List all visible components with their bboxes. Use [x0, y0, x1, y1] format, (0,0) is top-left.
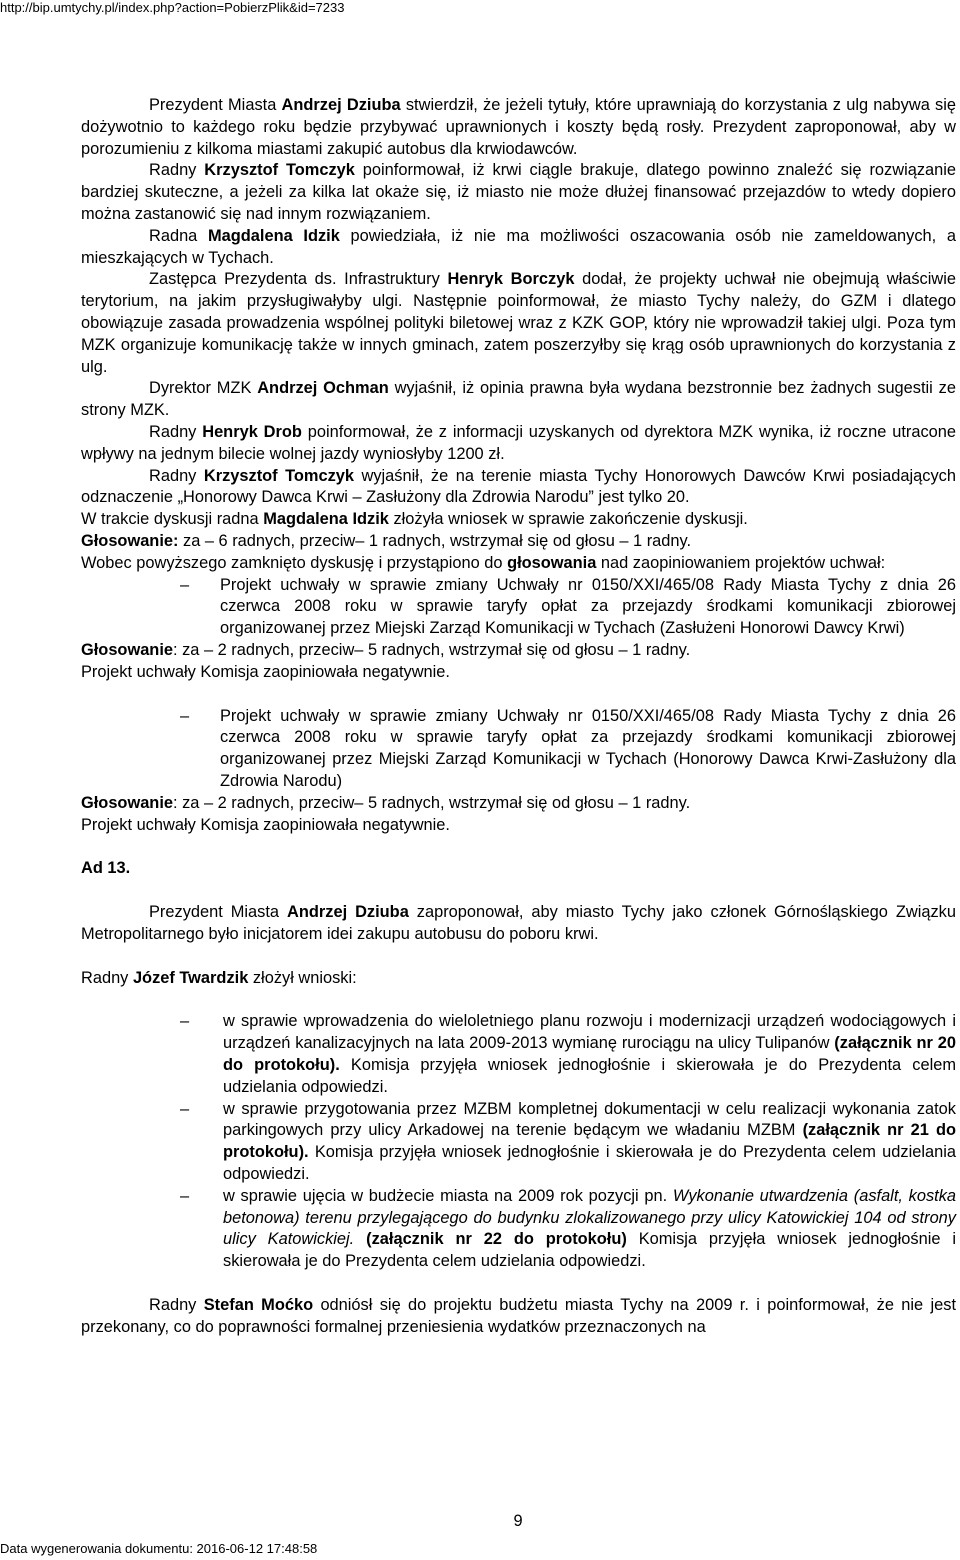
person-name: Andrzej Dziuba — [287, 903, 409, 922]
paragraph-idzik-1: Radna Magdalena Idzik powiedziała, iż nie ma możliwości oszacowania osób nie zameldowanych, a mieszkających w Tychach. — [81, 226, 956, 267]
person-name: Andrzej Ochman — [257, 379, 389, 398]
paragraph-mocko: Radny Stefan Moćko odniósł się do projektu budżetu miasta Tychy na 2009 r. i poinformował, że nie jest przekonany, co do poprawności formalnej przeniesienia wydatków przeznaczonych na — [81, 1296, 957, 1336]
paragraph-ochman: Dyrektor MZK Andrzej Ochman wyjaśnił, iż opinia prawna była wydana bezstronnie bez żadnych sugestii ze strony MZK. — [81, 379, 956, 420]
person-name: Magdalena Idzik — [263, 510, 389, 529]
person-name: Krzysztof Tomczyk — [204, 161, 355, 180]
resolution-item-1: – Projekt uchwały w sprawie zmiany Uchwały nr 0150/XXI/465/08 Rady Miasta Tychy z dnia 26 czerwca 2008 roku w sprawie taryfy opłat za przejazdy środkami komunikacji zbiorowej organizowanej przez Miejski Zarząd Komunikacji w Tychach (Zasłużeni Honorowi Dawcy Krwi) — [180, 575, 956, 638]
person-name: Andrzej Dziuba — [281, 96, 401, 114]
paragraph-tomczyk-2: Radny Krzysztof Tomczyk wyjaśnił, że na terenie miasta Tychy Honorowych Dawców Krwi posiadających odznaczenie „Honorowy Dawca Krwi – Zasłużony dla Zdrowia Narodu” jest tylko 20. — [81, 466, 956, 507]
motion-item-1: – w sprawie wprowadzenia do wieloletniego planu rozwoju i modernizacji urządzeń wodociągowych i urządzeń kanalizacyjnych na lata 2009-2013 wymianę rurociągu na ulicy Tulipanów (załącznik nr 20 do protokołu). Komisja przyjęła wniosek jednogłośnie i skierowała je do Prezydenta celem udzielania odpowiedzi. — [180, 1012, 956, 1096]
vote-line-2: Głosowanie: za – 2 radnych, przeciw– 5 radnych, wstrzymał się od głosu – 1 radny. — [81, 640, 691, 659]
document-body — [81, 95, 956, 1339]
generation-date-footer: Data wygenerowania dokumentu: 2016-06-12 17:48:58 — [0, 1541, 318, 1556]
paragraph-tomczyk-1: Radny Krzysztof Tomczyk poinformował, iż krwi ciągle brakuje, dlatego powinno znaleźć się rozwiązanie bardziej skuteczne, a jeżeli za kilka lat okaże się, iż miasto nie może dłużej finansować przejazdów to wtedy dopiero można zastanowić się nad innym rozwiązaniem. — [81, 161, 957, 223]
paragraph-drob: Radny Henryk Drob poinformował, że z informacji uzyskanych od dyrektora MZK wynika, iż roczne utracone wpływy na jednym bilecie wolnej jazdy wyniosłyby 1200 zł. — [81, 422, 956, 463]
paragraph-dziuba-1: Prezydent Miasta Andrzej Dziuba stwierdził, że jeżeli tytuły, które uprawniają do korzystania z ulg nabywa się dożywotnio to każdego roku będzie przybywać uprawnionych i koszty będą rosły. Prezydent zaproponował, aby w porozumieniu z kilkoma miastami zakupić autobus dla krwiodawców. — [81, 96, 956, 158]
motion-item-3: – w sprawie ujęcia w budżecie miasta na 2009 rok pozycji pn. Wykonanie utwardzenia (asfalt, kostka betonowa) terenu przylegającego do budynku zlokalizowanego przy ulicy Katowickiej 104 od strony ulicy Katowickiej. (załącznik nr 22 do protokołu) Komisja przyjęła wniosek jednogłośnie i skierowała je do Prezydenta celem udzielania odpowiedzi. — [180, 1186, 957, 1271]
resolution-item-2: – Projekt uchwały w sprawie zmiany Uchwały nr 0150/XXI/465/08 Rady Miasta Tychy z dnia 26 czerwca 2008 roku w sprawie taryfy opłat za przejazdy środkami komunikacji zbiorowej organizowanej przez Miejski Zarząd Komunikacji w Tychach (Honorowy Dawca Krwi-Zasłużony dla Zdrowia Narodu) — [180, 706, 956, 790]
paragraph-twardzik: Radny Józef Twardzik złożył wnioski: — [81, 968, 357, 987]
dash-bullet: – — [180, 1186, 190, 1205]
person-name: Krzysztof Tomczyk — [203, 466, 355, 485]
paragraph-borczyk: Zastępca Prezydenta ds. Infrastruktury Henryk Borczyk dodał, że projekty uchwał nie obejmują właściwie terytorium, na jakim przysługiwałyby ulgi. Następnie poinformował, że miasto Tychy należy, do GZM i dlatego obowiązuje zasada prowadzenia wspólnej polityki biletowej wraz z KZK GOP, który nie wprowadził takiej ulgi. Poza tym MZK organizuje komunikację także w innych gminach, zatem poszerzyłby się krąg osób uprawnionych do korzystania z ulg. — [81, 270, 956, 376]
person-name: Stefan Moćko — [203, 1296, 314, 1315]
paragraph-dziuba-2: Prezydent Miasta Andrzej Dziuba zaproponował, aby miasto Tychy jako członek Górnośląskiego Związku Metropolitarnego było inicjatorem idei zakupu autobusu do poboru krwi. — [81, 903, 956, 943]
vote-line-3: Głosowanie: za – 2 radnych, przeciw– 5 radnych, wstrzymał się od głosu – 1 radny. — [81, 793, 691, 812]
motions-list — [81, 1011, 956, 1273]
section-heading-ad13: Ad 13. — [81, 859, 131, 878]
vote-line-1: Głosowanie: za – 6 radnych, przeciw– 1 radnych, wstrzymał się od głosu – 1 radny. — [81, 531, 692, 550]
motion-item-2: – w sprawie przygotowania przez MZBM kompletnej dokumentacji w celu realizacji wykonania zatok parkingowych przy ulicy Arkadowej na terenie będącym we władaniu MZBM (załącznik nr 21 do protokołu). Komisja przyjęła wniosek jednogłośnie i skierowała je do Prezydenta celem udzielania odpowiedzi. — [180, 1099, 956, 1184]
source-url: http://bip.umtychy.pl/index.php?action=PobierzPlik&id=7233 — [0, 0, 345, 15]
negative-opinion-2: Projekt uchwały Komisja zaopiniowała negatywnie. — [81, 815, 450, 834]
person-name: Józef Twardzik — [132, 968, 249, 987]
person-name: Henryk Drob — [202, 422, 302, 441]
dash-bullet: – — [180, 706, 190, 725]
negative-opinion-1: Projekt uchwały Komisja zaopiniowała negatywnie. — [81, 662, 450, 681]
paragraph-idzik-2: W trakcie dyskusji radna Magdalena Idzik złożyła wniosek w sprawie zakończenie dyskusji. — [81, 510, 748, 529]
person-name: Magdalena Idzik — [208, 226, 340, 245]
dash-bullet: – — [180, 575, 190, 594]
dash-bullet: – — [180, 1012, 190, 1031]
person-name: Henryk Borczyk — [447, 270, 575, 289]
page-number: 9 — [513, 1512, 523, 1530]
paragraph-vote-intro: Wobec powyższego zamknięto dyskusję i przystąpiono do głosowania nad zaopiniowaniem projektów uchwał: — [81, 553, 886, 572]
dash-bullet: – — [180, 1099, 190, 1118]
